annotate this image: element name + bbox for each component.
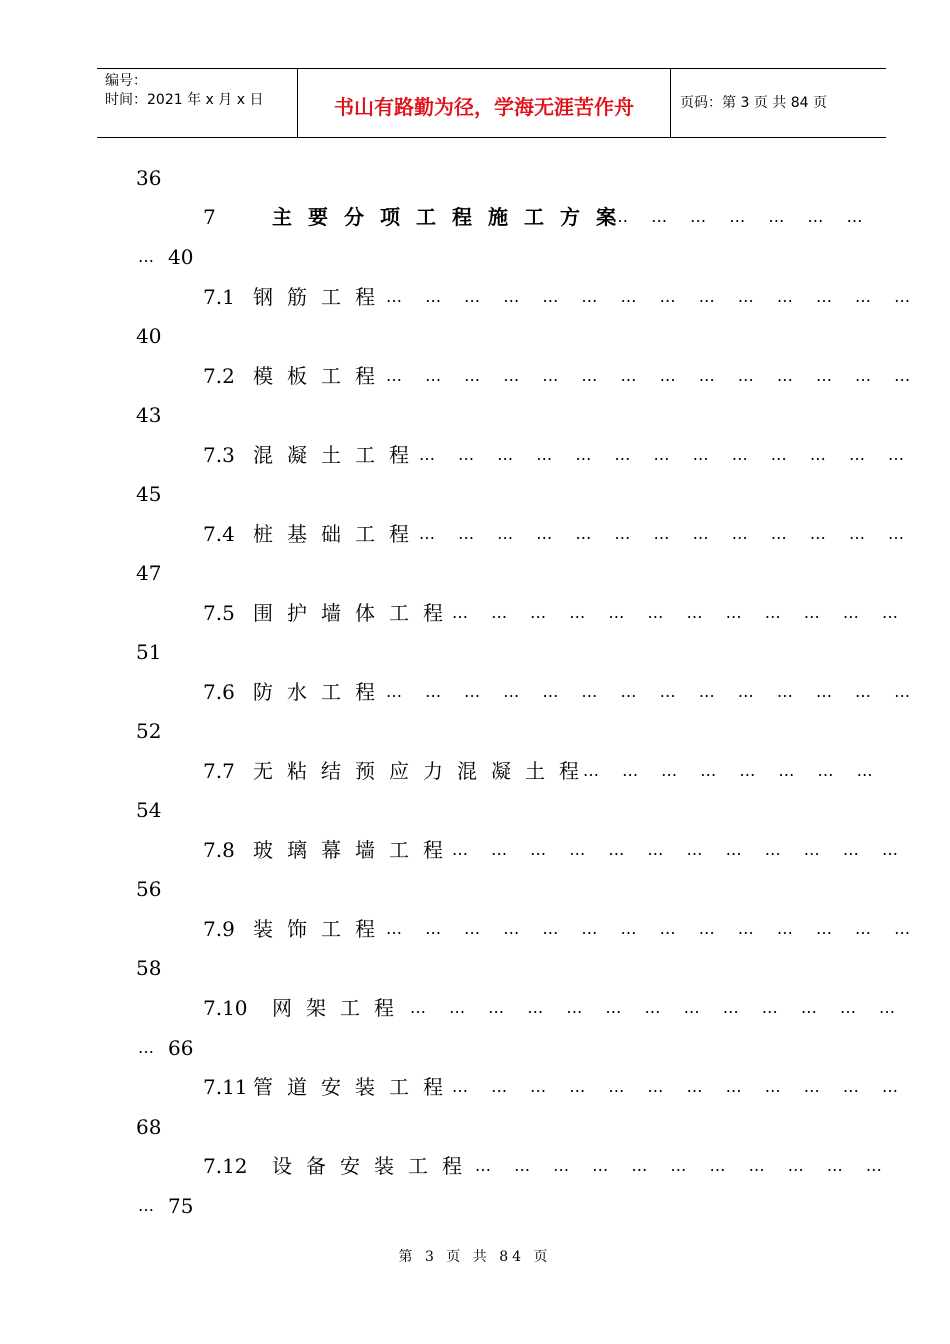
toc-entry-number: 7 bbox=[203, 205, 216, 229]
time-label: 时间：2021 年 x 月 x 日 bbox=[105, 92, 264, 108]
toc-leader-dots: … … … … … … … … … … … … … … bbox=[386, 366, 920, 385]
toc-entry-title: 无粘结预应力混凝土程 bbox=[253, 759, 593, 783]
toc-entry-title: 管道安装工程 bbox=[253, 1075, 457, 1099]
toc-page-number: 68 bbox=[136, 1115, 162, 1139]
toc-entry-number: 7.8 bbox=[203, 838, 235, 862]
serial-number-label: 编号： bbox=[105, 73, 147, 89]
toc-page-number: 52 bbox=[136, 719, 162, 743]
toc-leader-dots: … … … … … … … … … … … bbox=[475, 1156, 891, 1175]
toc-page-number: 75 bbox=[168, 1194, 194, 1218]
toc-leader-dots: … … … … … … … … … … … … … bbox=[419, 445, 914, 464]
toc-entry-title: 网架工程 bbox=[272, 996, 408, 1020]
toc-leader-dots: … … … … … … … … … … … … bbox=[452, 1077, 907, 1096]
toc-page-number: 36 bbox=[136, 166, 162, 190]
toc-leader-dots: … … … … … … … … … … … … bbox=[452, 840, 907, 859]
page-footer: 第 3 页 共 84 页 bbox=[398, 1249, 552, 1265]
toc-page-number: 66 bbox=[168, 1036, 194, 1060]
toc-entry-number: 7.5 bbox=[203, 601, 235, 625]
toc-entry-title: 钢筋工程 bbox=[253, 285, 389, 309]
toc-entry-title: 玻璃幕墙工程 bbox=[253, 838, 457, 862]
toc-leader-dots: … … … … … … … … … … … … … bbox=[410, 998, 905, 1017]
toc-page-number: 47 bbox=[136, 561, 162, 585]
toc-page-number: 43 bbox=[136, 403, 162, 427]
toc-leader-dots: … … … … … … … … … … … … … … bbox=[386, 919, 920, 938]
toc-page-number: 40 bbox=[136, 324, 162, 348]
toc-entry-title: 模板工程 bbox=[253, 364, 389, 388]
toc-entry-title: 桩基础工程 bbox=[253, 522, 423, 546]
toc-entry-number: 7.10 bbox=[203, 996, 248, 1020]
header-page-info bbox=[670, 69, 886, 137]
toc-entry-number: 7.4 bbox=[203, 522, 235, 546]
toc-entry-number: 7.7 bbox=[203, 759, 235, 783]
toc-entry-title: 主要分项工程施工方案 bbox=[272, 205, 632, 229]
toc-entry-number: 7.11 bbox=[203, 1075, 248, 1099]
toc-leader-dots: … bbox=[138, 1038, 163, 1057]
page-header bbox=[97, 68, 886, 138]
toc-page-number: 40 bbox=[168, 245, 194, 269]
header-motto-cell bbox=[297, 69, 671, 137]
toc-entry-title: 围护墙体工程 bbox=[253, 601, 457, 625]
toc-page-number: 54 bbox=[136, 798, 162, 822]
toc-leader-dots: … … … … … … … … … … … … bbox=[452, 603, 907, 622]
toc-entry-number: 7.12 bbox=[203, 1154, 248, 1178]
header-meta bbox=[97, 69, 297, 137]
toc-leader-dots: … … … … … … … … … … … … … … bbox=[386, 682, 920, 701]
toc-leader-dots: … bbox=[138, 247, 163, 266]
toc-leader-dots: … … … … … … … … … … … … … bbox=[419, 524, 914, 543]
toc-page-number: 56 bbox=[136, 877, 162, 901]
toc-leader-dots: … … … … … … … … bbox=[583, 761, 882, 780]
toc-entry-number: 7.6 bbox=[203, 680, 235, 704]
toc-page-number: 58 bbox=[136, 956, 162, 980]
motto-text: 书山有路勤为径，学海无涯苦作舟 bbox=[334, 95, 634, 119]
toc-entry-number: 7.3 bbox=[203, 443, 235, 467]
page-info-text: 页码：第 3 页 共 84 页 bbox=[680, 95, 827, 111]
toc-leader-dots: … … … … … … … bbox=[612, 207, 872, 226]
toc-entry-title: 装饰工程 bbox=[253, 917, 389, 941]
toc-entry-title: 混凝土工程 bbox=[253, 443, 423, 467]
toc-leader-dots: … bbox=[138, 1196, 163, 1215]
toc-entry-number: 7.9 bbox=[203, 917, 235, 941]
toc-entry-title: 设备安装工程 bbox=[272, 1154, 476, 1178]
toc-entry-number: 7.2 bbox=[203, 364, 235, 388]
toc-entry-number: 7.1 bbox=[203, 285, 235, 309]
toc-page-number: 45 bbox=[136, 482, 162, 506]
toc-leader-dots: … … … … … … … … … … … … … … bbox=[386, 287, 920, 306]
toc-entry-title: 防水工程 bbox=[253, 680, 389, 704]
toc-page-number: 51 bbox=[136, 640, 162, 664]
